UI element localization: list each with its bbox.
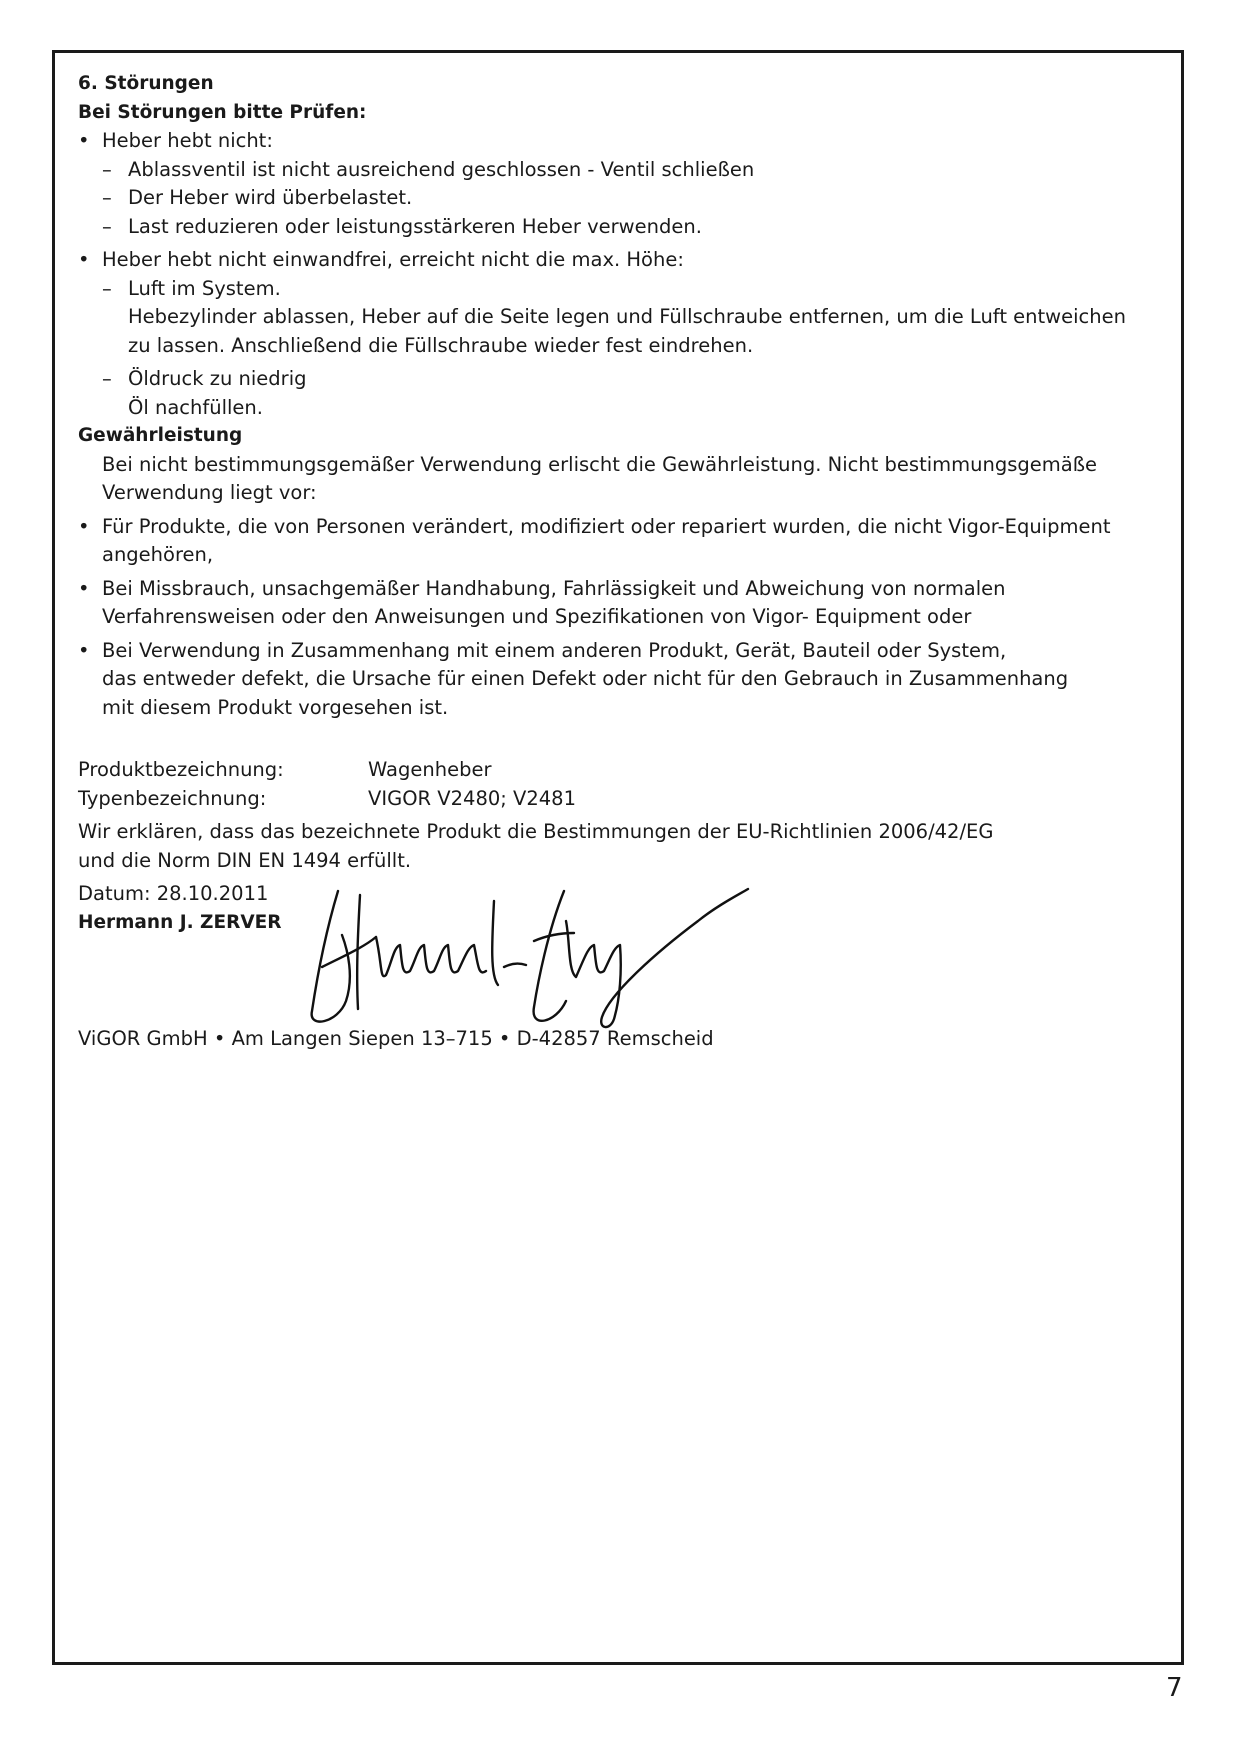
issue-item — [78, 246, 1168, 275]
warranty-item-line: das entweder defekt, die Ursache für einen Defekt oder nicht für den Gebrauch in Zusammenhang — [102, 667, 1069, 690]
bullet-symbol: • — [78, 248, 90, 271]
warranty-heading: Gewährleistung — [78, 425, 243, 446]
dash-symbol: – — [102, 367, 112, 390]
warranty-item-line: mit diesem Produkt vorgesehen ist. — [102, 695, 449, 719]
type-value: VIGOR V2480; V2481 — [368, 786, 576, 810]
declaration-statement-line: und die Norm DIN EN 1494 erfüllt. — [78, 848, 412, 872]
company-address: ViGOR GmbH • Am Langen Siepen 13–715 • D-42857 Remscheid — [78, 1026, 714, 1050]
cause-item — [78, 184, 1168, 213]
bullet-symbol: • — [78, 129, 90, 152]
cause-text: Last reduzieren oder leistungsstärkeren Heber verwenden. — [128, 214, 702, 238]
issue-item — [78, 127, 1168, 156]
signatory-name: Hermann J. ZERVER — [78, 911, 282, 933]
warranty-intro-line: Bei nicht bestimmungsgemäßer Verwendung erlischt die Gewährleistung. Nicht bestimmungsgemäße — [102, 452, 1097, 476]
declaration-statement-line: Wir erklären, dass das bezeichnete Produkt die Bestimmungen der EU-Richtlinien 2006/42/EG — [78, 820, 994, 843]
warranty-intro — [78, 451, 1168, 508]
signature-block — [78, 909, 1168, 1025]
cause-text: Ablassventil ist nicht ausreichend geschlossen - Ventil schließen — [128, 157, 755, 181]
product-label: Produktbezeichnung: — [78, 758, 284, 781]
cause-remedy-text: zu lassen. Anschließend die Füllschraube wieder fest eindrehen. — [128, 333, 754, 357]
cause-item — [78, 365, 1168, 422]
product-designation-row — [78, 756, 1168, 785]
dash-symbol: – — [102, 214, 112, 238]
issue-text: Heber hebt nicht: — [102, 129, 273, 152]
cause-text: Luft im System. — [128, 276, 281, 300]
warranty-item-line: Bei Verwendung in Zusammenhang mit einem anderen Produkt, Gerät, Bauteil oder System, — [102, 638, 1007, 662]
cause-item — [78, 275, 1168, 361]
section-heading: 6. Störungen — [78, 73, 214, 94]
type-designation-row — [78, 785, 1168, 814]
warranty-item-line: angehören, — [102, 543, 214, 566]
dash-symbol: – — [102, 276, 112, 300]
warranty-item — [78, 575, 1168, 632]
warranty-intro-line: Verwendung liegt vor: — [102, 481, 317, 504]
cause-item — [78, 213, 1168, 242]
cause-text: Der Heber wird überbelastet. — [128, 186, 413, 209]
cause-text: Öldruck zu niedrig — [128, 367, 307, 390]
issue-text: Heber hebt nicht einwandfrei, erreicht nicht die max. Höhe: — [102, 248, 684, 271]
bullet-symbol: • — [78, 576, 90, 600]
declaration-date: Datum: 28.10.2011 — [78, 882, 269, 905]
page-number: 7 — [1166, 1673, 1183, 1703]
cause-remedy-text: Hebezylinder ablassen, Heber auf die Seite legen und Füllschraube entfernen, um die Luft entweichen — [128, 305, 1126, 328]
warranty-item — [78, 513, 1168, 570]
bullet-symbol: • — [78, 638, 90, 662]
bullet-symbol: • — [78, 514, 90, 538]
product-value: Wagenheber — [368, 758, 492, 781]
warranty-item-line: Für Produkte, die von Personen verändert, modifiziert oder repariert wurden, die nicht Vigor-Equipment — [102, 514, 1111, 538]
dash-symbol: – — [102, 157, 112, 181]
warranty-item — [78, 637, 1168, 723]
type-label: Typenbezeichnung: — [78, 786, 267, 810]
warranty-item-line: Verfahrensweisen oder den Anweisungen und Spezifikationen von Vigor- Equipment oder — [102, 605, 972, 628]
warranty-item-line: Bei Missbrauch, unsachgemäßer Handhabung, Fahrlässigkeit und Abweichung von normalen — [102, 576, 1006, 600]
cause-remedy-text: Öl nachfüllen. — [128, 395, 263, 419]
document-body — [78, 70, 1168, 1053]
cause-item — [78, 156, 1168, 185]
dash-symbol: – — [102, 186, 112, 209]
signature-image — [298, 881, 818, 1031]
check-heading: Bei Störungen bitte Prüfen: — [78, 101, 367, 123]
